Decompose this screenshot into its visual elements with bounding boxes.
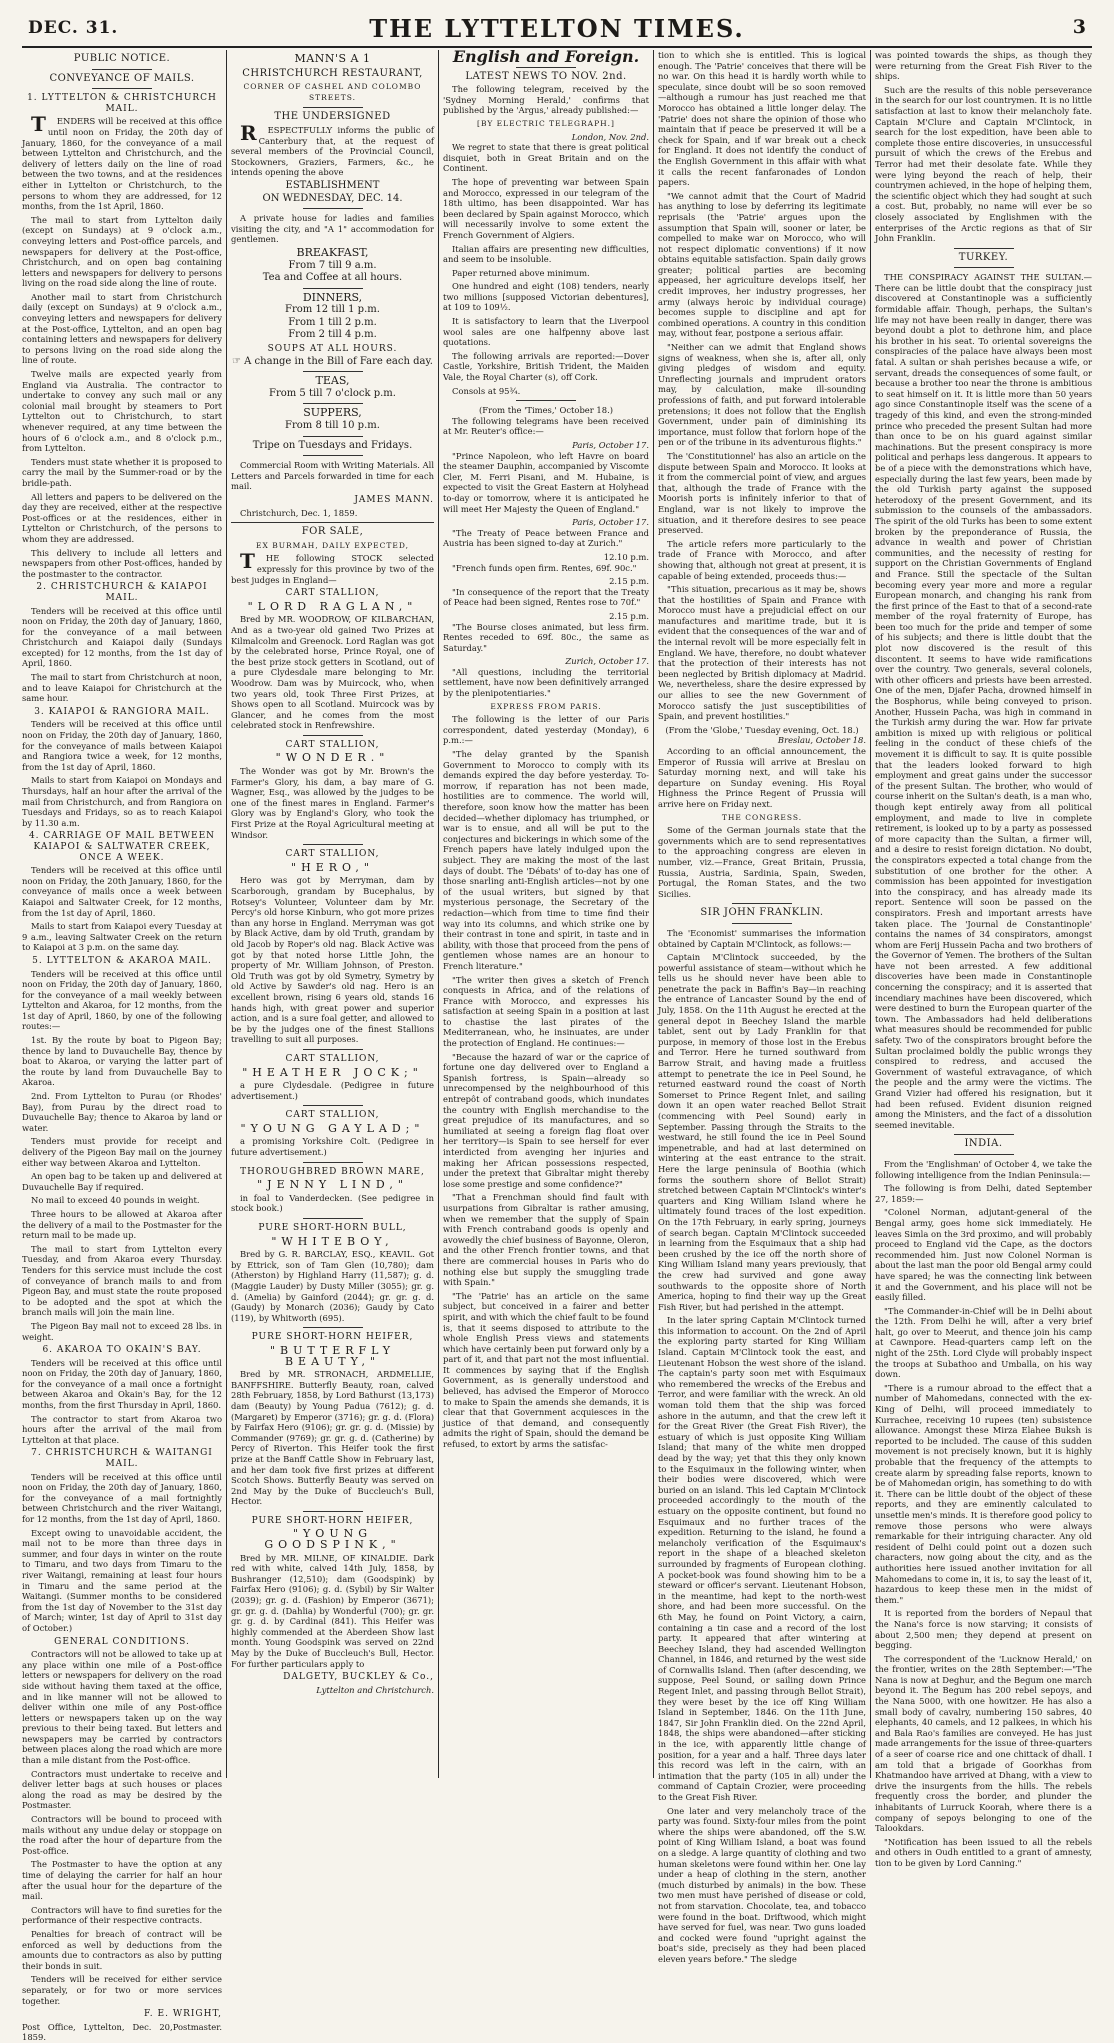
breakfast-heading: BREAKFAST, xyxy=(296,245,369,259)
agent-place: Lyttelton and Christchurch. xyxy=(316,1684,434,1695)
paragraph: It is satisfactory to learn that the Liverpool wool sales are one halfpenny above last quotations. xyxy=(443,316,649,348)
paragraph: TENDERS will be received at this office until noon on Friday, the 20th day of January, 1860, for the conveyance of a mail between Lyttelton and Christchurch, and the delivery of letters daily on the line of road between the two towns, and at the residences either in Lyttelton or Christchurch, to the persons to whom they are addressed, for 12 months, from the 1st April, 1860. xyxy=(22,112,222,212)
paragraph: All letters and papers to be delivered on the day they are received, either at the respective Post-offices or at the residences, either in Lyttelton or Christchurch, of the persons to whom they are addressed. xyxy=(22,491,222,544)
dateline: Zurich, October 17. xyxy=(565,656,649,667)
paragraph: Three hours to be allowed at Akaroa after the delivery of a mail to the Postmaster for the return mail to be made up. xyxy=(22,1208,222,1241)
column-public-notice xyxy=(22,50,222,2043)
divider xyxy=(231,522,434,523)
paragraph: We regret to state that there is great political disquiet, both in Great Britain and on the Continent. xyxy=(443,142,649,174)
column-rule xyxy=(653,50,654,1778)
timestamp: 12.10 p.m. xyxy=(603,551,649,562)
opening-date: ON WEDNESDAY, DEC. 14. xyxy=(262,192,403,204)
stock-description: in foal to Vanderdecken. (See pedigree in stock book.) xyxy=(231,1192,434,1214)
congress-heading: THE CONGRESS. xyxy=(721,812,803,822)
stock-description: The Wonder was got by Mr. Brown's the Farmer's Glory, his dam, a bay mare of G. Wagner, Esq., was allowed by the judges to be one of the finest mares in England. Farmer's Glory was by England's Glory, who took the First Prize at the Royal Agricultural meeting at Windsor. xyxy=(231,766,434,840)
stock-description: Bred by MR. WOODROW, OF KILBARCHAN, And as a two-year old gained Two Prizes at Kilmalcolm and Greenock. Lord Raglan was got by the celebrated horse, Prince Royal, one of the best prize stock getters in Scotland, out of a pure Clydesdale mare belonging to Mr. Woodrow. Dam was by Muircock, who, when two years old, took Three First Prizes, at Shows open to all Scotland. Muircock was by Glancer, and he comes from the most celebrated stock in Renfrewshire. xyxy=(231,614,434,731)
paragraph: Tenders must provide for receipt and delivery of the Pigeon Bay mail on the journey either way between Akaroa and Lyttelton. xyxy=(22,1136,222,1168)
breakfast-hours: From 7 till 9 a.m. xyxy=(288,259,377,271)
stock-type: CART STALLION, xyxy=(285,1110,380,1121)
source-heading: (From the 'Globe,' Tuesday evening, Oct. 18.) xyxy=(665,724,859,735)
paragraph: "The writer then gives a sketch of French conquests in Africa, and of the relations of France with Morocco, and expresses his satisfaction at seeing Spain in a position at last to chastise the last pirates of the Mediterranean, who, he insinuates, are under the protection of England. He continues:— xyxy=(443,974,649,1049)
paragraph: "In consequence of the report that the Treaty of Peace had been signed, Rentes rose to 70f." xyxy=(443,586,649,608)
paragraph: According to an official announcement, the Emperor of Russia will arrive at Breslau on Saturday morning next, and will take his departure on Sunday evening. His Royal Highness the Prince Regent of Prussia will arrive here on Friday next. xyxy=(658,746,866,809)
divider xyxy=(303,403,363,404)
divider xyxy=(303,844,363,845)
divider xyxy=(92,69,152,70)
column-news-2 xyxy=(658,50,866,1964)
paragraph: Paper returned above minimum. xyxy=(452,267,590,278)
paragraph: The mail to start from Lyttelton every Tuesday, and from Akaroa every Thursday. Tenders for this service must include the cost of conveyance of branch mails to and from Pigeon Bay, and must state the route proposed to be adopted and the spot at which the branch mails will join the main line. xyxy=(22,1243,222,1318)
paragraph: The following is the letter of our Paris correspondent, dated yesterday (Monday), 6 p.m.:— xyxy=(443,714,649,746)
paragraph: The hope of preventing war between Spain and Morocco, expressed in our telegram of the 18th ultimo, has been disappointed. War has been declared by Spain against Morocco, which will necessarily involve to some extent the French Government of Algiers. xyxy=(443,176,649,240)
paragraph: The article refers more particularly to the trade of France with Morocco, and after showing that, although not great at present, it is capable of being extended, proceeds thus:— xyxy=(658,538,866,581)
divider xyxy=(303,436,363,437)
paragraph: "There is a rumour abroad to the effect that a number of Mahomedans, connected with the ex-King of Delhi, will proceed immediately to Kurrachee, receiving 10 rupees (ten) subsistence allowance. Amongst these Mirza Elahee Buksh is reported to be included. The cause of this sudden movement is not precisely known, but it is highly probable that the frequency of the attempts to create alarm by spreading false reports, known to be of Mahomedan origin, has something to do with it. There can be little doubt of the object of these reports, and they are eminently calculated to unsettle men's minds. It is therefore good policy to remove those persons who were always remarkable for their intriguing character. Any old resident of Delhi could point out a dozen such characters, now going about the city, and as the authorities here issued another invitation for all Mahomedans to come in, it is, to say the least of it, hazardous to keep these men in the midst of them." xyxy=(875,1382,1092,1605)
signature-date: Christchurch, Dec. 1, 1859. xyxy=(240,507,358,518)
stock-type: PURE SHORT-HORN BULL, xyxy=(258,1223,407,1234)
timestamp: 2.15 p.m. xyxy=(609,610,649,621)
agent-name: DALGETY, BUCKLEY & Co., xyxy=(283,1672,434,1683)
paragraph: Tenders will be received at this office until noon on Friday, the 20th January, 1860, for the conveyance of mails once a week between Kaiapoi and Saltwater Creek, for 12 months, from the 1st day of April, 1860. xyxy=(22,865,222,918)
conveyance-heading: CONVEYANCE OF MAILS. xyxy=(49,72,195,84)
paragraph: Tenders will be received at this office until noon on Friday, the 20th day of January, 1860, for the conveyance of a mail once a fortnight between Akaroa and Okain's Bay, for the 12 months, from the first Thursday in April, 1860. xyxy=(22,1357,222,1411)
paragraph: An open bag to be taken up and delivered at Duvauchelle Bay if required. xyxy=(22,1171,222,1192)
paragraph: THE following STOCK selected expressly for this province by two of the best judges in England— xyxy=(231,549,434,585)
paragraph: One hundred and eight (108) tenders, nearly two millions [supposed Victorian debentures], at 109 to 109½. xyxy=(443,281,649,313)
paragraph: THE CONSPIRACY AGAINST THE SULTAN.—There can be little doubt that the conspiracy just discovered at Constantinople was a sufficiently formidable affair. Though, perhaps, the Sultan's life may not have been really in danger, there was beyond doubt a plot to dethrone him, and place his brother in his seat. To oriental sovereigns the conspiracies of the palace have always been most fatal. A sultan or shah perishes because a wife, or servant, dreads the consequences of some fault, or because a brother too near the throne is ambitious to seat himself on it. It is little more than 50 years ago since Constantinople itself was the scene of a tragedy of this kind, and even the strong-minded prince who preceded the present Sultan had more than once to be on his guard against similar machinations. But the present conspiracy is more political and perhaps less dangerous. It appears to be of a piece with the demonstrations which have, especially during the last few years, been made by the old Turkish party against the supposed heterodoxy of the present Government, and its submission to the counsels of the ambassadors. The spirit of the old Turks has been to some extent broken by the preponderance of Russia, the advance in wealth and power of Christian communities, and the necessity of resting for support on the Christian Governments of England and France. Still the spectacle of the Sultan becoming every year more and more a regular European monarch, and changing his rank from the first prince of the East to that of a second-rate member of the royal fraternity of Europe, has been too much for the pride and temper of some of his subjects; and there is little doubt that the plot now discovered is the result of this discontent. It seems to have wide ramifications over the country. Two generals, several colonels, with other officers and priests have been arrested. One of the men, Djafer Pacha, drowned himself in the Bosphorus, while being conveyed to prison. Another, Hussein Pacha, was high in command in the Turkish army during the war. How far private ambition is mixed up with religious or political feeling in the conduct of these chiefs of the movement it is difficult to say. It is quite possible that the leaders looked forward to high employment and great gains under the successor of the present Sultan. The brother, who would of course inherit on the Sultan's death, is a man who, though kept entirely away from all political employment, and made to live in complete retirement, is looked up to by a party as possessed of more capacity than the Sultan, a firmer will, and a desire to resist foreign dictation. No doubt, the conspirators expected a total change from the substitution of one brother for the other. A commission has been appointed for investigation into the conspiracy, and has already made its report. Sentence will soon be passed on the conspirators. Fresh and important arrests have taken place. The 'Journal de Constantinople' contains the names of 34 conspirators, amongst whom are Ferij Hussein Pacha and two brothers of the Governor of Yemen. The brothers of the Sultan have not been arrested. A few additional discoveries have been made in Constantinople concerning the conspiracy; and it is asserted that incendiary machines have been discovered, which were destined to burn the European quarter of the town. The Ambassadors had held deliberations what measures should be recommended for public safety. Two of the conspirators brought before the Sultan proclaimed boldly the public wrongs they conspired to redress, and accused the Government of wasteful extravagance, of which the people and the army were the victims. The Grand Vizier had offered his resignation, but it had been refused. Evident disunion reigned among the Ministers, and the fact of a dissolution seemed inevitable. xyxy=(875,272,1092,1130)
divider xyxy=(954,267,1014,268)
paragraph: tion to which she is entitled. This is logical enough. The 'Patrie' conceives that there will be no war. On this head it is hardly worth while to speculate, since doubt will be so soon removed—although a rumour has just reached me that Morocco has obtained a little longer delay. The 'Patrie' does not share the opinion of those who maintain that if peace be preserved it will be a check for Spain, and if war break out a check for England. It does not identify the conduct of the English Government in this affair with what it calls the recent fanfaronades of London papers. xyxy=(658,50,866,188)
issue-date: DEC. 31. xyxy=(28,18,119,38)
stock-description: a promising Yorkshire Colt. (Pedigree in future advertisement.) xyxy=(231,1136,434,1158)
section-title: 5. LYTTELTON & AKAROA MAIL. xyxy=(32,955,212,966)
stock-type: CART STALLION, xyxy=(285,739,380,750)
paragraph: The 'Economist' summarises the information obtained by Captain M'Clintock, as follows:— xyxy=(658,927,866,949)
stock-description: a pure Clydesdale. (Pedigree in future advertisement.) xyxy=(231,1080,434,1101)
divider xyxy=(92,88,152,89)
section-title: 4. CARRIAGE OF MAIL BETWEEN KAIAPOI & SALTWATER CREEK, ONCE A WEEK. xyxy=(28,831,216,863)
divider xyxy=(303,1218,363,1219)
paragraph: The following is from Delhi, dated September 27, 1859:— xyxy=(875,1183,1092,1204)
divider xyxy=(303,1162,363,1163)
divider xyxy=(303,1105,363,1106)
column-news-3 xyxy=(875,50,1092,1868)
paragraph: Italian affairs are presenting new difficulties, and seem to be insoluble. xyxy=(443,243,649,265)
paragraph: "Prince Napoleon, who left Havre on board the steamer Dauphin, accompanied by Viscomte Cler, M. Ferri Pisani, and M. Hubaine, is expected to visit the Great Eastern at Holyhead to-day or tomorrow, where it is anticipated he will meet Her Majesty the Queen of England." xyxy=(443,450,649,514)
turkey-heading: TURKEY. xyxy=(958,251,1009,263)
page-columns xyxy=(22,47,1092,2043)
stock-type: CART STALLION, xyxy=(285,1053,380,1064)
divider xyxy=(732,903,792,904)
paragraph: "This situation, precarious as it may be, shows that the hostilities of Spain and France with Morocco must have a prejudicial effect on our manufactures and maritime trade, but it is evident that the consequences of the war and of the internal revolt will be more especially felt in England. We have, therefore, no doubt whatever that the protection of their interests has not been neglected by British diplomacy at Madrid. We, nevertheless, share the desire expressed by our allies to see the new Government of Morocco satisfy the just susceptibilities of Spain, and prevent hostilities." xyxy=(658,584,866,722)
dateline: London, Nov. 2nd. xyxy=(571,131,649,142)
newspaper-title: THE LYTTELTON TIMES. xyxy=(369,14,745,43)
teas-heading: TEAS, xyxy=(315,374,350,388)
stock-name: "HERO," xyxy=(291,860,374,874)
stock-type: PURE SHORT-HORN HEIFER, xyxy=(251,1332,414,1343)
stock-name: "YOUNG GAYLAD;" xyxy=(240,1121,425,1135)
paragraph: Consols at 95¾. xyxy=(452,385,521,396)
paragraph: Tenders will be received for either service separately, or for two or more services together. xyxy=(22,1974,222,2006)
bill-of-fare-note: ☞ A change in the Bill of Fare each day. xyxy=(232,355,433,367)
divider xyxy=(516,400,576,401)
suppers-hours: From 8 till 10 p.m. xyxy=(285,420,380,432)
paragraph: "We cannot admit that the Court of Madrid has anything to lose by deferring its legitimate reprisals (the 'Patrie' argues upon the assumption that Spain will, sooner or later, be compelled to make war on Morocco, who will not respect diplomatic conventions) if it now obtains equitable satisfaction. Spain daily grows greater; political parties are becoming appeased, her agriculture develops itself, her credit improves, her industry progresses, her army (always heroic by individual courage) becomes supple to discipline and apt for combined operations. A country in this condition may, without fear, postpone a serious affair. xyxy=(658,190,866,339)
for-sale-heading: FOR SALE, xyxy=(301,526,364,538)
paragraph: The correspondent of the 'Lucknow Herald,' on the frontier, writes on the 28th September:—"The Nana is now at Deghur, and the Begum one march beyond it. The Begum has 200 rebel sepoys, and the Nana 5000, with one howitzer. He has also a small body of cavalry, numbering 150 sabres, 40 elephants, 40 camels, and 12 palkees, in which his and Bala Rao's families are conveyed. He has just made arrangements for the issue of three-quarters of a seer of coarse rice and one chittack of dhall. I am told that a brigade of Goorkhas from Khatmandoo have arrived at Dhang, with a view to drive the insurgents from the hills. The rebels frequently cross the border, and plunder the inhabitants of Lurruck Koorah, where there is a company of sepoys belonging to one of the Talookdars. xyxy=(875,1653,1092,1834)
dinner-hours: From 12 till 1 p.m. xyxy=(285,304,380,316)
paragraph: "The Treaty of Peace between France and Austria has been signed to-day at Zurich." xyxy=(443,527,649,549)
india-heading: INDIA. xyxy=(964,1138,1003,1150)
paragraph: Another mail to start from Christchurch daily (except on Sundays) at 9 o'clock a.m., conveying letters and newspapers for delivery at the Post-office, Lyttelton, and an open bag containing letters and newspapers for delivery to persons living on the road side along the line of route. xyxy=(22,291,222,366)
stock-name: "HEATHER JOCK;" xyxy=(242,1065,423,1079)
public-notice-heading: PUBLIC NOTICE. xyxy=(73,53,171,64)
undersigned-heading: THE UNDERSIGNED xyxy=(274,111,391,123)
section-title: 7. CHRISTCHURCH & WAITANGI MAIL. xyxy=(31,1448,213,1470)
soups-note: SOUPS AT ALL HOURS. xyxy=(267,344,398,355)
divider xyxy=(303,735,363,736)
paragraph: "All questions, including the territorial settlement, have now been definitively arranged by the plenipotentiaries." xyxy=(443,666,649,699)
paragraph: "Neither can we admit that England shows signs of weakness, when she is, after all, only giving pledges of wisdom and equity. Unreflecting journals and imprudent orators may, by calculation, make ill-sounding professions of faith, and put forward intolerable pretensions; it does not follow that the English Government, under pain of diminishing its importance, must follow that forlorn hope of the pen or of the tribune in its adventurous flights." xyxy=(658,342,866,448)
stock-name: "BUTTERFLY BEAUTY," xyxy=(269,1343,396,1368)
paragraph: Tenders will be received at this office until noon on Friday, the 20th day of January, 1860, for the conveyance of a mail fortnightly between Christchurch and the river Waitangi, for 12 months, from the 1st day of April, 1860. xyxy=(22,1471,222,1524)
divider xyxy=(303,288,363,289)
paragraph: Tenders will be received at this office until noon on Friday, the 20th day of January, 1860, for the conveyance of mails between Kaiapoi and Rangiora twice a week, for 12 months, from the 1st day of April, 1860. xyxy=(22,719,222,772)
dinners-heading: DINNERS, xyxy=(302,290,363,304)
paragraph: From the 'Englishman' of October 4, we take the following intelligence from the Indian Peninsula:— xyxy=(875,1158,1092,1180)
stock-type: CART STALLION, xyxy=(285,849,380,860)
paragraph: The Pigeon Bay mail not to exceed 28 lbs. in weight. xyxy=(22,1320,222,1342)
page-number: 3 xyxy=(1072,16,1086,38)
stock-name: "WHITEBOY, xyxy=(271,1234,394,1248)
divider xyxy=(303,208,363,209)
signature-footer xyxy=(22,2022,222,2043)
paragraph: Penalties for breach of contract will be enforced as well by deductions from the amounts due to contractors as also by putting their bonds in suit. xyxy=(22,1928,222,1971)
paragraph: The contractor to start from Akaroa two hours after the arrival of the mail from Lyttelton at that place. xyxy=(22,1413,222,1445)
stock-description: Bred by MR. STRONACH, ARDMELLIE, BANFFSHIRE. Butterfly Beauty, roan, calved 28th February, 1858, by Lord Bathurst (13,173) dam (Beauty) by Young Padua (7612); g. d. (Margaret) by Emperor (3716); gr. g. d. (Flora) by Fairfax Hero (9106); gr. gr. g. d. (Missie) by Commander (9769); gr. gr. g. d. (Catherine) by Percy of Riverton. This Heifer took the first prize at the Banff Cattle Show in February last, and her dam took five first prizes at different Scotch Shows. Butterfly Beauty was served on 2nd May by the Duke of Buccleuch's Bull, Hector. xyxy=(231,1369,434,1507)
dateline: Breslau, October 18. xyxy=(777,735,866,746)
stock-type: THOROUGHBRED BROWN MARE, xyxy=(240,1166,425,1177)
restaurant-heading: MANN'S A 1 xyxy=(294,52,371,65)
paragraph: Some of the German journals state that the governments which are to send representatives to the approaching congress are eleven in number, viz.—France, Great Britain, Prussia, Russia, Austria, Sardinia, Spain, Sweden, Portugal, the Roman States, and the two Sicilies. xyxy=(658,825,866,899)
section-title: GENERAL CONDITIONS. xyxy=(54,1636,190,1647)
paragraph: "French funds open firm. Rentes, 69f. 90c." xyxy=(452,562,637,573)
section-heading: English and Foreign. xyxy=(452,47,640,66)
paragraph: The mail to start from Lyttelton daily (except on Sundays) at 9 o'clock a.m., conveying letters and Post-office parcels, and newspapers for delivery at the Post-office, Christchurch, and on open bag containing letters and newspapers for delivery to persons living on the road side along the line of route. xyxy=(22,214,222,289)
paragraph: Such are the results of this noble perseverance in the search for our lost countrymen. It is no little satisfaction at last to know their melancholy fate. Captain M'Clure and Captain M'Clintock, in search for the lost expedition, have been able to complete those entire discoveries, in unsuccessful pursuit of which the crews of the Erebus and Terror had met their desolate fate. While they were lying beyond the reach of help, their countrymen achieved, in the hope of helping them, the scientific object which they had sought at such a cost. But, probably, no name will ever be so closely associated by Englishmen with the enterprises of the Arctic regions as that of Sir John Franklin. xyxy=(875,84,1092,244)
paragraph: The Postmaster to have the option at any time of delaying the carrier for half an hour after the usual hour for the departure of the mail. xyxy=(22,1859,222,1902)
column-news-1 xyxy=(443,47,649,1778)
paragraph: "The Commander-in-Chief will be in Delhi about the 12th. From Delhi he will, after a very brief halt, go over to Meerut, and thence join his camp at Cawnpore. Head-quarters camp left on the night of the 25th. Lord Clyde will probably inspect the troops at Subathoo and Umballa, on his way down. xyxy=(875,1305,1092,1380)
paragraph: Mails to start from Kaiapoi on Mondays and Thursdays, half an hour after the arrival of the mail from Christchurch, and from Rangiora on Tuesdays and Fridays, so as to reach Kaiapoi by 11.30 a.m. xyxy=(22,775,222,828)
stock-description: Hero was got by Merryman, dam by Scarborough, grandam by Bucephalus, by Rotsey's Volunteer, Volunteer dam by Mr. Percy's old horse Kinburn, who got more prizes than any horse in England. Merryman was got by Black Active, dam by old Truth, grandam by old Jacob by Roper's old nag. Black Active was got by that noted horse Little John, the property of Mr. William Johnson, of Preston. Old Truth was got by old Symetry, Symetry by old Active by Sawder's old nag. Hero is an excellent brown, rising 6 years old, stands 16 hands high, with great power and superior action, and is a sure foal getter, and allowed to be by the judges one of the finest Stallions travelling to suit all purposes. xyxy=(231,875,434,1045)
signature-name: F. E. WRIGHT, xyxy=(143,2009,222,2020)
paragraph: was pointed towards the ships, as though they were returning from the Great Fish River to the ships. xyxy=(875,50,1092,82)
tripe-note: Tripe on Tuesdays and Fridays. xyxy=(252,439,413,451)
restaurant-address: CORNER OF CASHEL AND COLOMBO STREETS. xyxy=(243,82,422,102)
paragraph: Captain M'Clintock succeeded, by the powerful assistance of steam—without which he tells us he should never have been able to penetrate the pack in Baffin's Bay—in reaching the entrance of Lancaster Sound by the end of July, 1858. On the 11th August he erected at the general depot in Beechey Island the marble tablet, sent out by Lady Franklin for that purpose, in memory of those lost in the Erebus and Terror. Here he turned southward from Barrow Strait, and having made a fruitless attempt to penetrate the ice in Peel Sound, he returned eastward round the coast of North Somerset to Prince Regent Inlet, and sailing down it an open water reached Bellot Strait (commencing with Peel Sound) early in September. Passing through the Straits to the westward, he still found the ice in Peel Sound impenetrable, and had at last determined on wintering at the east entrance to the strait. Here the large peninsula of Boothia (which forms the southern shore of Bellot Strait) stretched between Captain M'Clintock's winter's quarters and King William Island where he ultimately found traces of the lost expedition. On the 17th February, in early spring, journeys of search began. Captain M'Clintock succeeded in learning from the Esquimaux that a ship had been crushed by the ice off the north shore of King William Island many years previously, that the crew had survived and gone away southwards to the opposite shore of North America, hoping to find their way up the Great Fish River, but had perished in the attempt. xyxy=(658,952,866,1312)
paragraph: Except owing to unavoidable accident, the mail not to be more than three days in summer, and four days in winter on the route to Timaru, and two days from Timaru to the river Waitangi, remaining at least four hours in Timaru and the same period at the Waitangi. (Summer months to be considered from the 1st day of November to the 31st day of March; winter, 1st day of April to 31st day of October.) xyxy=(22,1527,222,1633)
paragraph: "Colonel Norman, adjutant-general of the Bengal army, goes home sick immediately. He leaves Simla on the 3rd proximo, and will probably proceed to England vid the Cape, as the doctors recommended him. Just now Colonel Norman is about the last man the poor old Bengal army could have spared; he was the connecting link between it and the Government, and his place will not be easily filled. xyxy=(875,1207,1092,1303)
telegraph-note: [BY ELECTRIC TELEGRAPH.] xyxy=(477,118,615,128)
breakfast-note: Tea and Coffee at all hours. xyxy=(262,272,403,284)
paragraph: 2nd. From Lyttelton to Purau (or Rhodes' Bay), from Purau by the direct road to Duvauchelle Bay; thence to Akaroa by land or water. xyxy=(22,1091,222,1133)
timestamp: 2.15 p.m. xyxy=(609,576,649,587)
paragraph: One later and very melancholy trace of the party was found. Sixty-four miles from the point where the ships were abandoned, off the S.W. point of King William Island, a boat was found on a sledge. A large quantity of clothing and two human skeletons were found within her. One lay under a heap of clothing in the stern, another (much disturbed by animals) in the bow. These two men must have perished of disease or cold, not from starvation. Chocolate, tea, and tobacco were found in the boat. Driftwood, which might have served for fuel, was near. Two guns loaded and cocked were found "upright against the boat's side, precisely as they had been placed eleven years before." The sledge xyxy=(658,1805,866,1964)
column-rule xyxy=(438,50,439,1778)
divider xyxy=(954,1134,1014,1135)
paragraph: "That a Frenchman should find fault with usurpations from Gibraltar is rather amusing, when we remember that the supply of Spain with French contraband goods is openly and avowedly the chief business of Bayonne, Oleron, and the other French frontier towns, and that there are commercial houses in Paris who do nothing else but supply the smuggling trade with Spain." xyxy=(443,1192,649,1288)
section-title: 1. LYTTELTON & CHRISTCHURCH MAIL. xyxy=(27,93,217,114)
paragraph: The mail to start from Christchurch at noon, and to leave Kaiapoi for Christchurch at the same hour. xyxy=(22,672,222,704)
restaurant-name: CHRISTCHURCH RESTAURANT, xyxy=(242,67,423,79)
stock-description: Bred by MR. MILNE, OF KINALDIE. Dark red with white, calved 14th July, 1858, by Bushranger (12,510); dam (Goodspink) by Fairfax Hero (9106); g. d. (Sybil) by Sir Walter (2039); gr. g. d. (Fashion) by Emperor (3671); gr. gr. g. d. (Dahlia) by Wonderful (700); gr. gr. gr. g. d. by Cardinal (841). This Heifer was highly commended at the Aberdeen Show last month. Young Goodspink was served on 22nd May by the Duke of Buccleuch's Bull, Hector. For further particulars apply to xyxy=(231,1552,434,1669)
divider xyxy=(303,1511,363,1512)
column-advertisements xyxy=(231,50,434,1778)
paragraph: The 'Constitutionnel' has also an article on the dispute between Spain and Morocco. It looks at it from the commercial point of view, and argues that, although the trade of France with the Moorish ports is infinitely inferior to that of England, war is not likely to improve the situation, and it therefore desires to see peace preserved. xyxy=(658,450,866,536)
source-heading: (From the 'Times,' October 18.) xyxy=(478,405,614,416)
paragraph: Twelve mails are expected yearly from England via Australia. The contractor to undertake to convey any such mail or any colonial mail brought by steamers to Port Lyttelton out to Christchurch, to start whenever required, at any time between the hours of 6 o'clock a.m., and 8 o'clock p.m., from Lyttelton. xyxy=(22,369,222,454)
paragraph: RESPECTFULLY informs the public of Canterbury that, at the request of several members of the Provincial Council, Stockowners, Graziers, Farmers, &c., he intends opening the above xyxy=(231,120,434,178)
stock-name: "YOUNG GOODSPINK," xyxy=(264,1527,401,1552)
column-rule xyxy=(226,50,227,1778)
paragraph: Contractors will not be allowed to take up at any place within one mile of a Post-office letters or newspapers for delivery on the road side without having them taxed at the office, and in like manner will not be allowed to deliver within one mile of any Post-office letters or newspapers taken up on the way previous to their being taxed. But letters and newspapers may be carried by contractors between places along the road which are more than a mile distant from the Post-office. xyxy=(22,1649,222,1766)
establishment-heading: ESTABLISHMENT xyxy=(285,179,380,191)
dinner-hours: From 2 till 4 p.m. xyxy=(288,329,377,341)
divider xyxy=(303,371,363,372)
divider xyxy=(303,1049,363,1050)
dinner-hours: From 1 till 2 p.m. xyxy=(288,316,377,328)
section-title: 3. KAIAPOI & RANGIORA MAIL. xyxy=(34,706,210,717)
stock-name: "WONDER." xyxy=(275,751,390,765)
paragraph: It is reported from the borders of Nepaul that the Nana's force is now starving; it consists of about 2,500 men; they depend at present on begging. xyxy=(875,1608,1092,1651)
teas-hours: From 5 till 7 o'clock p.m. xyxy=(269,387,396,399)
paragraph: Tenders will be received at this office until noon on Friday, the 20th day of January, 1860, for the conveyance of a mail between Christchurch and Kaiapoi daily (Sundays excepted) for 12 months, from the 1st day of April, 1860. xyxy=(22,605,222,669)
paragraph: Mails to start from Kaiapoi every Tuesday at 9 a.m., leaving Saltwater Creek on the return to Kaiapoi at 3 p.m. on the same day. xyxy=(22,921,222,953)
paragraph: "The Bourse closes animated, but less firm. Rentes receded to 69f. 80c., the same as Saturday." xyxy=(443,621,649,653)
paragraph: A private house for ladies and families visiting the city, and "A 1" accommodation for gentlemen. xyxy=(231,213,434,245)
suppers-heading: SUPPERS, xyxy=(303,406,362,420)
divider xyxy=(516,67,576,68)
for-sale-subheading: EX BURMAH, DAILY EXPECTED, xyxy=(256,540,409,550)
masthead xyxy=(22,6,1092,48)
signature-role: Postmaster. xyxy=(172,2021,222,2032)
stock-description: Bred by G. R. BARCLAY, ESQ., KEAVIL. Got by Ettrick, son of Tam Glen (10,780); dam (Atherston) by Highland Harry (11,587); g. d. (Maggie Lauder) by Dusty Miller (3055); gr. g. d. (Amelia) by Gainford (2044); gr. gr. g. d. (Gaudy) by Monarch (2036); Gaudy by Cato (119), by Whitworth (695). xyxy=(231,1249,434,1323)
franklin-heading: SIR JOHN FRANKLIN. xyxy=(700,907,824,919)
paragraph: "The delay granted by the Spanish Government to Morocco to comply with its demands expired the day before yesterday. To-morrow, if reparation has not been made, hostilities are to commence. The world will, therefore, soon know how the matter has been decided—whether diplomacy has triumphed, or war is to ensue, and all will be put to the conjectures and bickerings in which some of the French papers have lately indulged upon the subject. They are making the most of the last days of doubt. The 'Débats' of to-day has one of those snarling anti-English articles—not by one of the usual writers, but signed by that mysterious personage, the Secretary of the redaction—which from time to time find their way into its columns, and which strike one by their contrast in tone and spirit, in taste and in ability, with those that proceed from the pens of gentlemen whose names are an honour to French literature." xyxy=(443,749,649,971)
dateline: Paris, October 17. xyxy=(572,517,649,528)
paragraph: In the later spring Captain M'Clintock turned this information to account. On the 2nd of April the exploring party started for King William Island. Captain M'Clintock took the east, and Lieutenant Hobson the west shore of the island. The captain's party soon met with Esquimaux who remembered the wrecks of the Erebus and Terror, and were familiar with the wreck. An old woman told them that the ship was forced ashore in the autumn, and that the crew left it for the Great River (the Great Fish River), the estuary of which is just opposite King William Island; that many of the white men dropped dead by the way; yet that this they only known to the Esquimaux in the following winter, when their bodies were discovered, which were buried on an island. This led Captain M'Clintock proceeded accordingly to the mouth of the estuary on the opposite continent, but found no Esquimaux and no further traces of the expedition. Returning to the island, he found a melancholy verification of the Esquimaux's report in the shape of a bleached skeleton surrounded by fragments of European clothing. A pocket-book was found showing him to be a steward or officer's servant. Lieutenant Hobson, in the meantime, had kept to the north-west shore, and had been more successful. On the 6th May, he found on Point Victory, a cairn, containing a tin case and a record of the lost party. It appeared that after wintering at Beechey Island, they had ascended Wellington Channel, in 1846, and returned by the west side of Cornwallis Island. Then (after descending, we suppose, Peel Sound, or sailing down Prince Regent Inlet, and passing through Bellot Strait), they were beset by the ice off King William Island in September, 1846. On the 11th June, 1847, Sir John Franklin died. On the 22nd April, 1848, the ships were abandoned—after sticking in the ice, with apparently little change of position, for a year and a half. Three days later this record was left in the cairn, with an intimation that the party (105 in all) under the command of Captain Crozier, were proceeding to the Great Fish River. xyxy=(658,1315,866,1802)
stock-name: "LORD RAGLAN," xyxy=(247,599,418,613)
paragraph: Tenders must state whether it is proposed to carry the mail by the Summer-road or by the bridle-path. xyxy=(22,456,222,488)
paragraph: Contractors will have to find sureties for the performance of their respective contracts. xyxy=(22,1904,222,1926)
signature-place: Post Office, Lyttelton, Dec. 20, 1859. xyxy=(22,2021,173,2043)
paragraph: "Notification has been issued to all the rebels and others in Oudh entitled to a grant of amnesty, tion to be given by Lord Canning." xyxy=(875,1836,1092,1868)
news-heading: LATEST NEWS TO NOV. 2nd. xyxy=(465,70,627,82)
signature-name: JAMES MANN. xyxy=(354,495,434,505)
express-heading: EXPRESS FROM PARIS. xyxy=(490,701,602,711)
divider xyxy=(954,248,1014,249)
paragraph: Contractors will be bound to proceed with mails without any undue delay or stoppage on the road after the hour of departure from the Post-office. xyxy=(22,1814,222,1856)
divider xyxy=(303,1327,363,1328)
divider xyxy=(954,1154,1014,1155)
paragraph: "Because the hazard of war or the caprice of fortune one day delivered over to England a Spanish fortress, is Spain—already so unrecompensed by the neighbourhood of this entrepôt of contraband goods, which inundates the country with English merchandise to the great prejudice of its manufactures, and so humiliated at seeing a foreign flag float over her territory—is Spain to see herself for ever interdicted from avenging her injuries and making her African possessions respected, under the pretext that Gibraltar might thereby lose some prestige and some confidence?" xyxy=(443,1051,649,1189)
column-rule xyxy=(870,50,871,1778)
divider xyxy=(732,923,792,924)
divider xyxy=(303,455,363,456)
paragraph: The following telegram, received by the 'Sydney Morning Herald,' confirms that published by the 'Argus,' already published:— xyxy=(443,84,649,116)
paragraph: The following arrivals are reported:—Dover Castle, Yorkshire, British Trident, the Maiden Vale, the Royal Charter (s), off Cork. xyxy=(443,350,649,383)
paragraph: Contractors must undertake to receive and deliver letter bags at such houses or places along the road as may be desired by the Postmaster. xyxy=(22,1768,222,1811)
paragraph: The following telegrams have been received at Mr. Reuter's office:— xyxy=(443,415,649,437)
paragraph: This delivery to include all letters and newspapers from other Post-offices, handed by the postmaster to the contractor. xyxy=(22,547,222,579)
paragraph: Commercial Room with Writing Materials. All Letters and Parcels forwarded in time for each mail. xyxy=(231,460,434,492)
divider xyxy=(303,107,363,108)
dateline: Paris, October 17. xyxy=(572,440,649,450)
paragraph: No mail to exceed 40 pounds in weight. xyxy=(31,1195,200,1206)
section-title: 2. CHRISTCHURCH & KAIAPOI MAIL. xyxy=(36,582,208,603)
paragraph: 1st. By the route by boat to Pigeon Bay; thence by land to Duvauchelle Bay, thence by boat to Akaroa, or varying the latter part of the route by land from Duvauchelle Bay to Akaroa. xyxy=(22,1035,222,1088)
stock-type: PURE SHORT-HORN HEIFER, xyxy=(251,1515,414,1526)
paragraph: Tenders will be received at this office until noon on Friday, the 20th day of January, 1860, for the conveyance of a mail weekly between Lyttelton and Akaroa, for 12 months, from the 1st day of April, 1860, by one of the following routes:— xyxy=(22,968,222,1032)
paragraph: "The 'Patrie' has an article on the same subject, but conceived in a fairer and better spirit, and with which the chief fault to be found is, that it seems disposed to attribute to the whole English Press views and statements which have certainly been put forward only by a part of it, and that part not the most influential. It commences by saying that if the English Government, as is generally understood and believed, has advised the Emperor of Morocco to make to Spain the amends she demands, it is clear that that Government acquiesces in the justice of that demand, and consequently admits the right of Spain, should the demand be refused, to extort by arms the satisfac- xyxy=(443,1290,649,1450)
section-title: 6. AKAROA TO OKAIN'S BAY. xyxy=(42,1345,202,1356)
stock-name: "JENNY LIND," xyxy=(257,1178,408,1192)
stock-type: CART STALLION, xyxy=(285,588,380,599)
